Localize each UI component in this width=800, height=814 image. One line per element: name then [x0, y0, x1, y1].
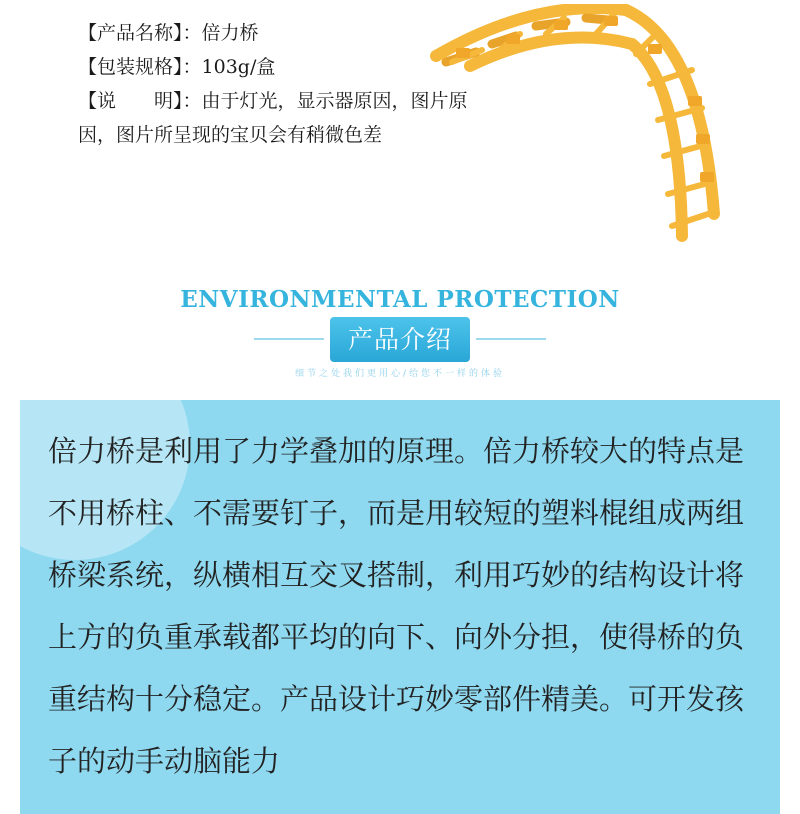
section-english-title: ENVIRONMENTAL PROTECTION: [180, 286, 620, 313]
spec-note-value: 由于灯光，显示器原因，图片原因，图片所呈现的宝贝会有稍微色差: [78, 90, 468, 146]
bridge-product-image: [396, 4, 746, 244]
spec-pack-label: 【包装规格】：: [78, 56, 202, 78]
spec-name-label: 【产品名称】：: [78, 22, 202, 44]
section-title-badge: 产品介绍: [330, 317, 470, 362]
spec-note-label: 【说 明】：: [78, 90, 202, 112]
section-motto: 细节之处我们更用心/给您不一样的体验: [294, 369, 506, 379]
spec-name-value: 倍力桥: [201, 22, 259, 44]
product-description: 倍力桥是利用了力学叠加的原理。倍力桥较大的特点是不用桥柱、不需要钉子，而是用较短的塑料棍组成两组桥梁系统，纵横相互交叉搭制，利用巧妙的结构设计将上方的负重承载都平均的向下、向外分担，使得桥的负重结构十分稳定。产品设计巧妙零部件精美。可开发孩子的动手动脑能力: [48, 434, 745, 778]
description-panel: [20, 400, 780, 814]
spec-pack-value: 103g/盒: [201, 56, 276, 78]
